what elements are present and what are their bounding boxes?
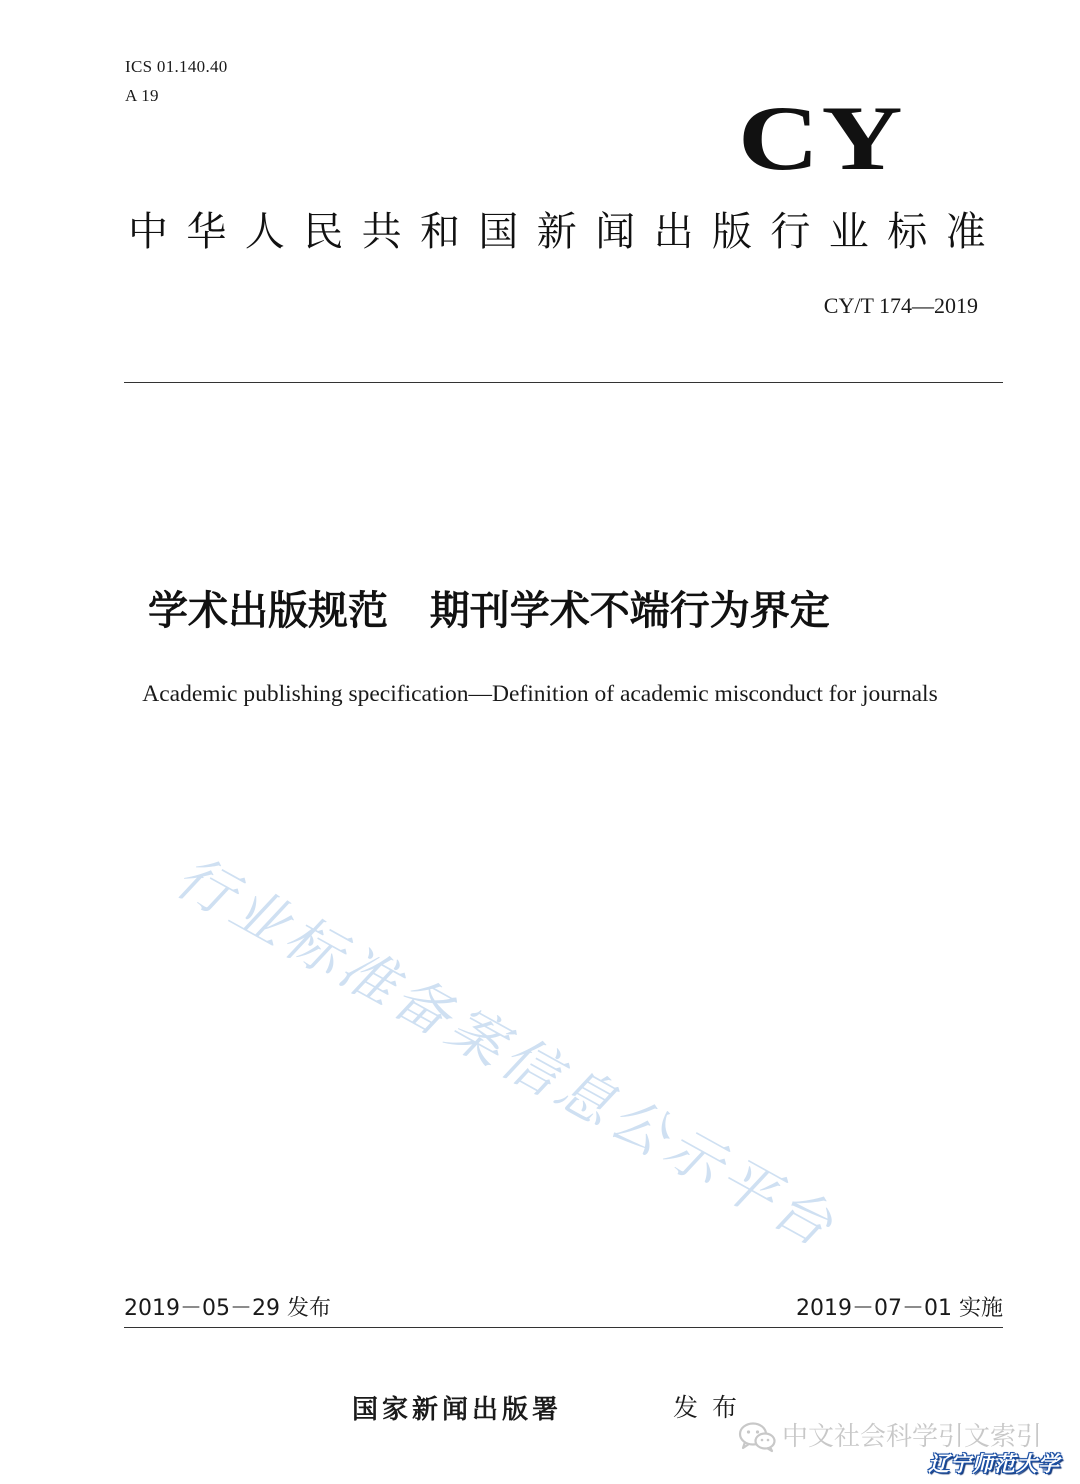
ics-code: ICS 01.140.40 [125,57,228,76]
chinese-title: 学术出版规范 期刊学术不端行为界定 [148,588,830,634]
publish-label: 发布 [673,1393,752,1422]
standard-authority-heading: 中华人民共和国新闻出版行业标准 [128,209,1004,255]
top-divider [124,382,1003,383]
publisher-name: 国家新闻出版署 [352,1395,563,1425]
ccs-code: A 19 [125,86,159,105]
issue-date: 2019－05－29 发布 [124,1296,331,1321]
classification-codes [125,52,228,110]
english-title: Academic publishing specification—Definition of academic misconduct for journals [142,681,938,707]
wechat-source-name: 中文社会科学引文索引 [782,1422,1043,1452]
watermark-text: 行业标准备案信息公示平台 [164,844,848,1262]
bottom-divider [124,1327,1003,1328]
school-watermark: 辽宁师范大学 [928,1452,1060,1476]
wechat-icon [738,1421,776,1453]
wechat-source-watermark [738,1420,1042,1454]
standard-number: CY/T 174—2019 [823,293,978,318]
implementation-date: 2019－07－01 实施 [796,1296,1003,1321]
cy-logo: CY [738,87,906,189]
